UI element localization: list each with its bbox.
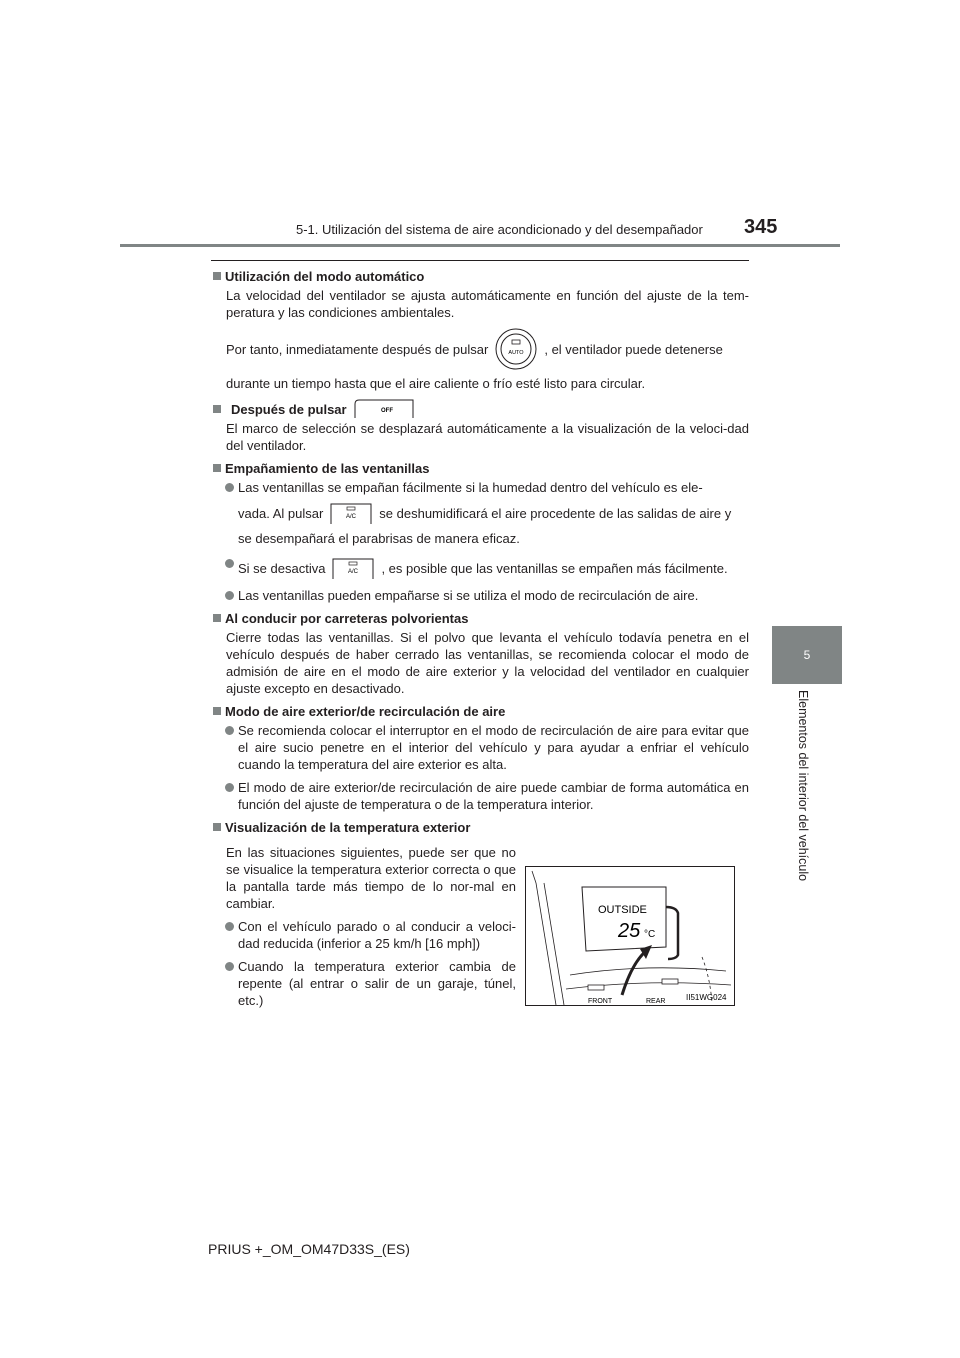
- ac-button-icon: [331, 555, 375, 581]
- chapter-number: 5: [803, 648, 811, 662]
- svg-text:OFF: OFF: [380, 408, 393, 414]
- rear-label: REAR: [646, 998, 666, 1005]
- auto-mode-p1: La velocidad del ventilador se ajusta automáticamente en función del ajuste de la tem-peratura y las condiciones ambientales.: [226, 288, 749, 320]
- temp-value: 25: [618, 920, 641, 942]
- display-label: OUTSIDE: [598, 904, 647, 916]
- svg-text:A/C: A/C: [346, 514, 357, 520]
- figure-code: II51WG024: [686, 993, 727, 1002]
- heading-outside-temp: Visualización de la temperatura exterior: [213, 819, 749, 836]
- fogging-b1: Las ventanillas se empañan fácilmente si la humedad dentro del vehículo es ele- vada. Al pulsar A/C se deshumidificará el aire procedente de las salidas de aire y se desempañará el parabrisas de manera eficaz.: [238, 479, 749, 547]
- fogging-b2: Si se desactiva A/C , es posible que las ventanillas se empañen más fácilmente.: [238, 555, 749, 581]
- chapter-tab: [772, 626, 842, 684]
- heading-after-press: Después de pulsar OFF: [213, 398, 749, 420]
- outside-temp-b1: Con el vehículo parado o al conducir a veloci-dad reducida (inferior a 25 km/h [16 mph]): [238, 919, 516, 951]
- square-bullet-icon: [213, 464, 221, 472]
- recirc-b2: El modo de aire exterior/de recirculación de aire puede cambiar de forma automática en función del ajuste de temperatura o de la temperatura interior.: [238, 780, 749, 812]
- ac-button-icon: [329, 500, 373, 526]
- auto-mode-p2c: durante un tiempo hasta que el aire caliente o frío esté listo para circular.: [226, 376, 646, 391]
- dashboard-illustration: [526, 867, 734, 1005]
- heading-auto-mode: Utilización del modo automático: [213, 268, 749, 285]
- outside-temp-figure: [525, 866, 735, 1006]
- chapter-label: Elementos del interior del vehículo: [796, 690, 810, 882]
- svg-text:A/C: A/C: [348, 569, 359, 575]
- auto-mode-p2: Por tanto, inmediatamente después de pulsar AUTO , el ventilador puede detenerse: [226, 327, 749, 371]
- heading-recirc: Modo de aire exterior/de recirculación de aire: [213, 703, 749, 720]
- square-bullet-icon: [213, 405, 221, 413]
- header-title: 5-1. Utilización del sistema de aire acondicionado y del desempañador: [296, 222, 703, 237]
- heading-dusty: Al conducir por carreteras polvorientas: [213, 610, 749, 627]
- front-label: FRONT: [588, 998, 613, 1005]
- after-press-p1: El marco de selección se desplazará automáticamente a la visualización de la veloci-dad del ventilador.: [226, 421, 749, 453]
- square-bullet-icon: [213, 272, 221, 280]
- recirc-b1: Se recomienda colocar el interruptor en el modo de recirculación de aire para evitar que el aire sucio penetre en el interior del vehículo y para ayudar a enfriar el vehículo cuando la temperatura del aire exterior es alta.: [238, 723, 749, 772]
- off-button-icon: [353, 398, 415, 420]
- outside-temp-b2: Cuando la temperatura exterior cambia de repente (al entrar o salir de un garaje, túnel, etc.): [238, 959, 516, 1008]
- section-rule: [211, 260, 749, 261]
- square-bullet-icon: [213, 614, 221, 622]
- temp-unit: °C: [644, 929, 656, 940]
- footer-code: PRIUS +_OM_OM47D33S_(ES): [208, 1241, 410, 1257]
- auto-button-icon: [494, 327, 538, 371]
- page-number: 345: [744, 216, 778, 238]
- svg-text:AUTO: AUTO: [508, 350, 524, 356]
- heading-fogging: Empañamiento de las ventanillas: [213, 460, 749, 477]
- dusty-p1: Cierre todas las ventanillas. Si el polvo que levanta el vehículo todavía penetra en el vehículo después de haber cerrado las ventanillas, se recomienda colocar el modo de admisión de aire en el modo de aire exterior y la velocidad del ventilador en cualquier ajuste excepto en desactivado.: [226, 630, 749, 696]
- square-bullet-icon: [213, 707, 221, 715]
- header-rule: [120, 244, 840, 247]
- outside-temp-p1: En las situaciones siguientes, puede ser que no se visualice la temperatura exterior correcta o que la pantalla tarde más tiempo de lo nor-mal en cambiar.: [226, 845, 516, 911]
- square-bullet-icon: [213, 823, 221, 831]
- fogging-b3: Las ventanillas pueden empañarse si se utiliza el modo de recirculación de aire.: [238, 587, 749, 604]
